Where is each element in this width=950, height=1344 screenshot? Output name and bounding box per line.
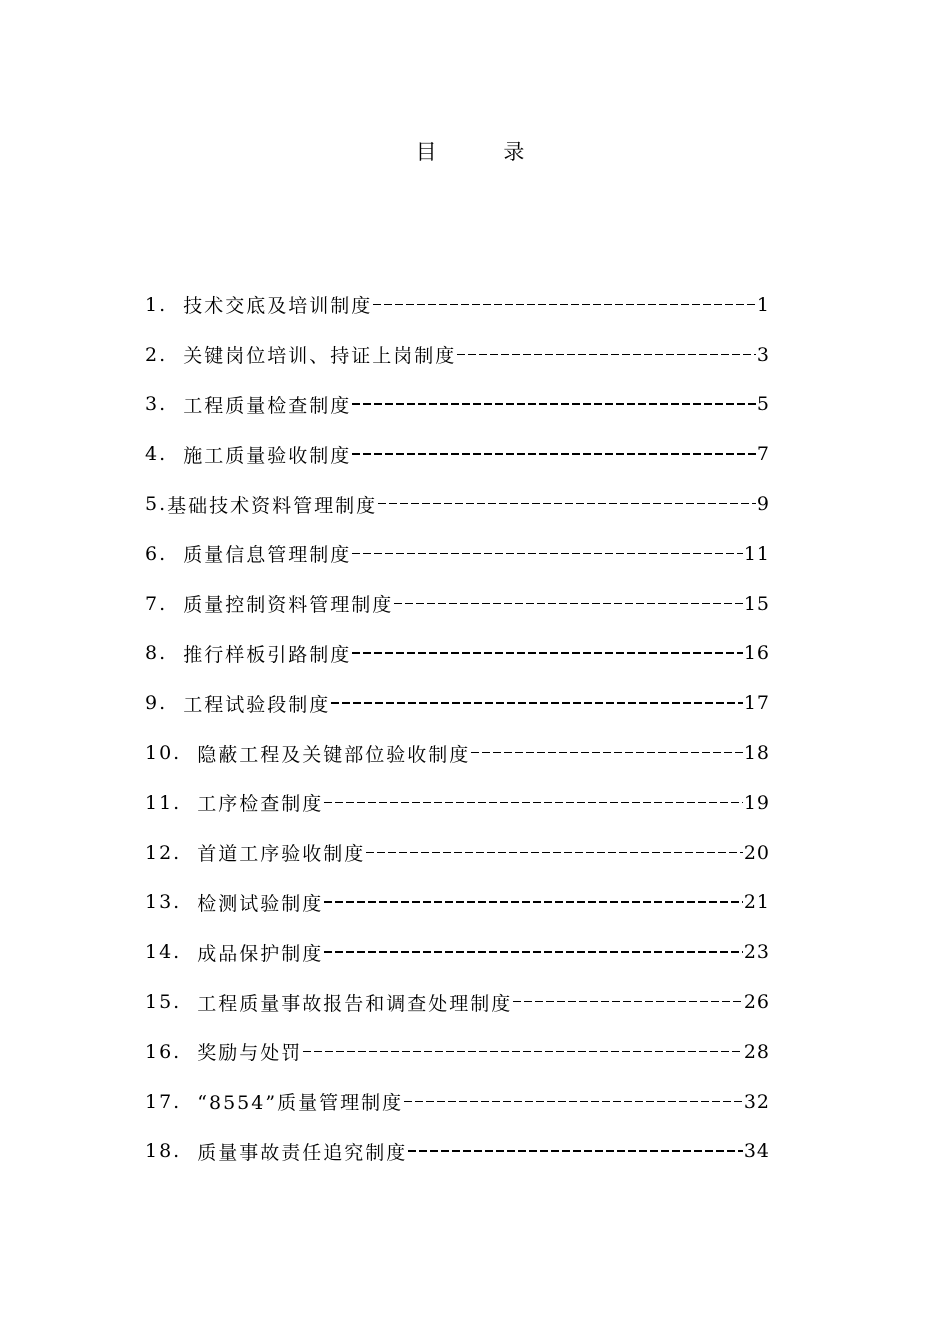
toc-entry[interactable]	[145, 977, 770, 1027]
table-of-contents	[145, 280, 770, 1176]
toc-entry-label: 推行样板引路制度	[183, 643, 352, 666]
toc-entry-number: 6.	[145, 542, 184, 565]
toc-entry-label: 检测试验制度	[197, 892, 324, 915]
toc-entry-label: 工程试验段制度	[183, 693, 331, 716]
toc-entry[interactable]	[145, 330, 770, 380]
toc-entry-page-number: 11	[743, 542, 770, 565]
toc-leader-line	[373, 304, 756, 306]
toc-entry-number: 4.	[145, 443, 184, 466]
toc-entry-label: 质量事故责任追究制度	[197, 1141, 408, 1164]
toc-entry[interactable]	[145, 629, 770, 679]
toc-entry-page-number: 20	[743, 841, 770, 864]
toc-entry-label: 施工质量验收制度	[183, 444, 352, 467]
toc-entry-page-number: 3	[756, 343, 770, 366]
toc-leader-line	[404, 1101, 743, 1103]
toc-entry-number: 17.	[145, 1090, 198, 1113]
toc-entry-label: 关键岗位培训、持证上岗制度	[183, 345, 457, 368]
toc-entry-page-number: 21	[743, 891, 770, 914]
toc-leader-line	[457, 354, 756, 356]
toc-entry-page-number: 9	[756, 493, 770, 516]
toc-entry-number: 15.	[145, 991, 198, 1014]
toc-entry-number: 5.	[145, 493, 168, 516]
toc-entry-label: 工程质量事故报告和调查处理制度	[197, 992, 513, 1015]
toc-entry-number: 9.	[145, 692, 184, 715]
toc-entry-label: 工序检查制度	[197, 793, 324, 816]
toc-entry-page-number: 7	[756, 443, 770, 466]
toc-entry-number: 8.	[145, 642, 184, 665]
toc-entry-page-number: 18	[743, 742, 770, 765]
toc-entry[interactable]	[145, 828, 770, 878]
toc-entry-number: 7.	[145, 592, 184, 615]
toc-leader-line	[352, 403, 756, 405]
toc-leader-line	[352, 553, 743, 555]
toc-entry[interactable]	[145, 678, 770, 728]
toc-entry-label: 工程质量检查制度	[183, 394, 352, 417]
toc-entry[interactable]	[145, 728, 770, 778]
toc-entry[interactable]	[145, 778, 770, 828]
toc-entry-label: 技术交底及培训制度	[183, 295, 373, 318]
toc-leader-line	[394, 603, 743, 605]
page-title: 目 录	[415, 140, 555, 164]
toc-entry-page-number: 15	[743, 592, 770, 615]
toc-entry-page-number: 1	[756, 293, 770, 316]
toc-entry-label: 质量控制资料管理制度	[183, 594, 394, 617]
toc-entry-page-number: 17	[743, 692, 770, 715]
toc-entry-number: 11.	[145, 791, 198, 814]
toc-entry[interactable]	[145, 1127, 770, 1177]
toc-entry-page-number: 26	[743, 991, 770, 1014]
toc-entry-label: 基础技术资料管理制度	[167, 494, 378, 517]
toc-leader-line	[366, 852, 743, 854]
toc-entry-page-number: 34	[743, 1140, 770, 1163]
toc-entry-number: 12.	[145, 841, 198, 864]
toc-leader-line	[352, 652, 743, 654]
toc-leader-line	[303, 1051, 743, 1053]
toc-entry-number: 18.	[145, 1140, 198, 1163]
toc-entry[interactable]	[145, 579, 770, 629]
toc-entry-number: 2.	[145, 343, 184, 366]
toc-entry-label: 奖励与处罚	[197, 1042, 303, 1065]
toc-entry-page-number: 16	[743, 642, 770, 665]
toc-entry-number: 10.	[145, 742, 198, 765]
toc-leader-line	[324, 901, 743, 903]
toc-leader-line	[324, 951, 743, 953]
toc-entry-number: 16.	[145, 1040, 198, 1063]
toc-entry[interactable]	[145, 280, 770, 330]
toc-entry[interactable]	[145, 927, 770, 977]
toc-entry[interactable]	[145, 1027, 770, 1077]
toc-entry-number: 1.	[145, 293, 184, 316]
toc-entry-label: 成品保护制度	[197, 942, 324, 965]
toc-entry-page-number: 32	[743, 1090, 770, 1113]
toc-leader-line	[378, 503, 756, 505]
toc-entry-number: 13.	[145, 891, 198, 914]
toc-entry[interactable]	[145, 479, 770, 529]
toc-leader-line	[352, 453, 756, 455]
toc-entry[interactable]	[145, 878, 770, 928]
toc-entry-page-number: 23	[743, 941, 770, 964]
toc-entry-label: 质量信息管理制度	[183, 544, 352, 567]
toc-leader-line	[331, 702, 743, 704]
toc-entry[interactable]	[145, 429, 770, 479]
toc-entry-label: 隐蔽工程及关键部位验收制度	[197, 743, 471, 766]
toc-entry-number: 14.	[145, 941, 198, 964]
toc-leader-line	[513, 1001, 743, 1003]
toc-entry-page-number: 28	[743, 1040, 770, 1063]
toc-entry[interactable]	[145, 380, 770, 430]
toc-entry-label: 首道工序验收制度	[197, 843, 366, 866]
toc-entry-label: “8554”质量管理制度	[197, 1092, 404, 1115]
toc-entry[interactable]	[145, 1077, 770, 1127]
toc-leader-line	[324, 802, 743, 804]
toc-entry-number: 3.	[145, 393, 184, 416]
toc-entry-page-number: 5	[756, 393, 770, 416]
toc-leader-line	[471, 752, 743, 754]
toc-leader-line	[408, 1150, 743, 1152]
toc-entry[interactable]	[145, 529, 770, 579]
toc-entry-page-number: 19	[743, 791, 770, 814]
